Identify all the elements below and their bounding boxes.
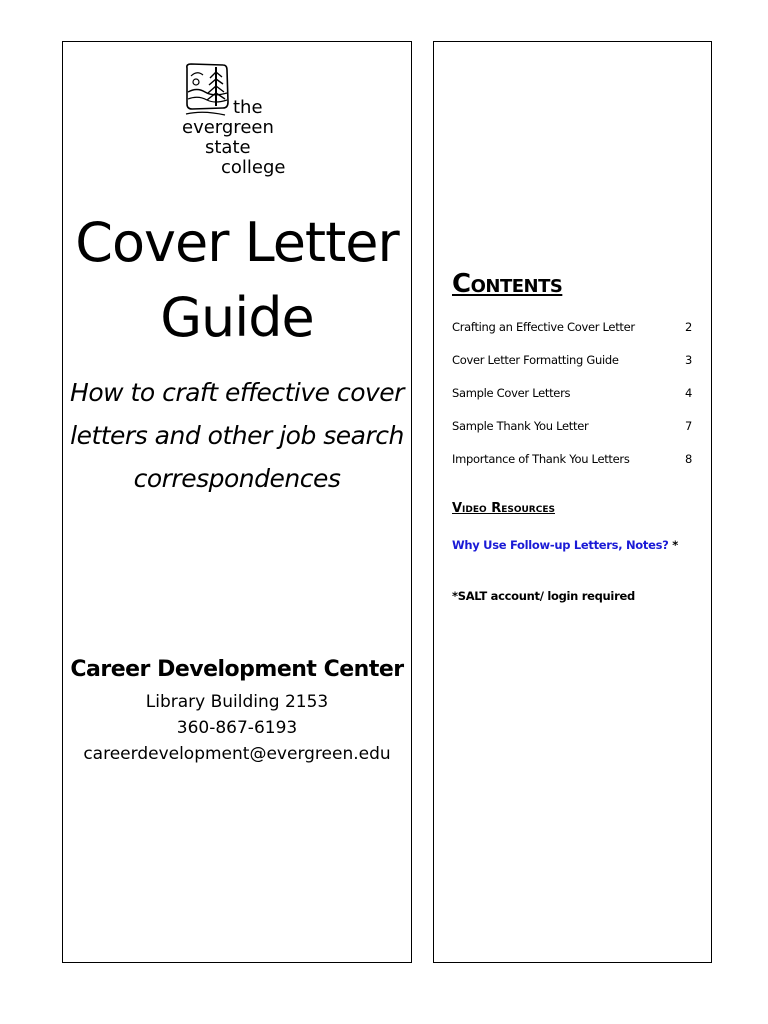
cover-panel [62, 41, 412, 963]
toc-item-label: Importance of Thank You Letters [452, 452, 630, 466]
college-logo [181, 61, 293, 176]
tree-emblem-icon [183, 62, 233, 118]
toc-item-label: Crafting an Effective Cover Letter [452, 320, 635, 334]
logo-text-state: state [205, 137, 251, 158]
toc-item-page: 3 [684, 353, 692, 367]
career-center-name: Career Development Center [70, 657, 404, 682]
toc-item-label: Cover Letter Formatting Guide [452, 353, 619, 367]
toc-item[interactable] [452, 383, 692, 416]
toc-item-page: 7 [684, 419, 692, 433]
logo-text-evergreen: evergreen [182, 117, 274, 138]
video-resources-heading: Video Resources [452, 501, 555, 516]
toc-item[interactable] [452, 416, 692, 449]
page-title: Cover Letter Guide [75, 211, 399, 349]
video-link-asterisk: * [668, 538, 678, 552]
toc-item-page: 2 [684, 320, 692, 334]
contents-heading: Contents [452, 269, 563, 299]
video-link-row [452, 535, 678, 555]
subtitle: How to craft effective cover letters and other job search correspondences [70, 378, 404, 493]
toc-item-label: Sample Thank You Letter [452, 419, 589, 433]
table-of-contents [452, 317, 692, 482]
logo-text-college: college [221, 157, 286, 178]
contents-panel [433, 41, 712, 963]
toc-item-page: 8 [684, 452, 692, 466]
location-text: Library Building 2153 [145, 692, 329, 712]
email-text: careerdevelopment@evergreen.edu [83, 744, 391, 764]
toc-item-label: Sample Cover Letters [452, 386, 571, 400]
toc-item-page: 4 [684, 386, 692, 400]
toc-item[interactable] [452, 317, 692, 350]
phone-text: 360-867-6193 [176, 718, 298, 738]
salt-login-note: *SALT account/ login required [452, 589, 635, 603]
toc-item[interactable] [452, 350, 692, 383]
toc-item[interactable] [452, 449, 692, 482]
logo-text-the: the [233, 97, 263, 118]
follow-up-letters-video-link[interactable]: Why Use Follow-up Letters, Notes? [452, 538, 669, 552]
